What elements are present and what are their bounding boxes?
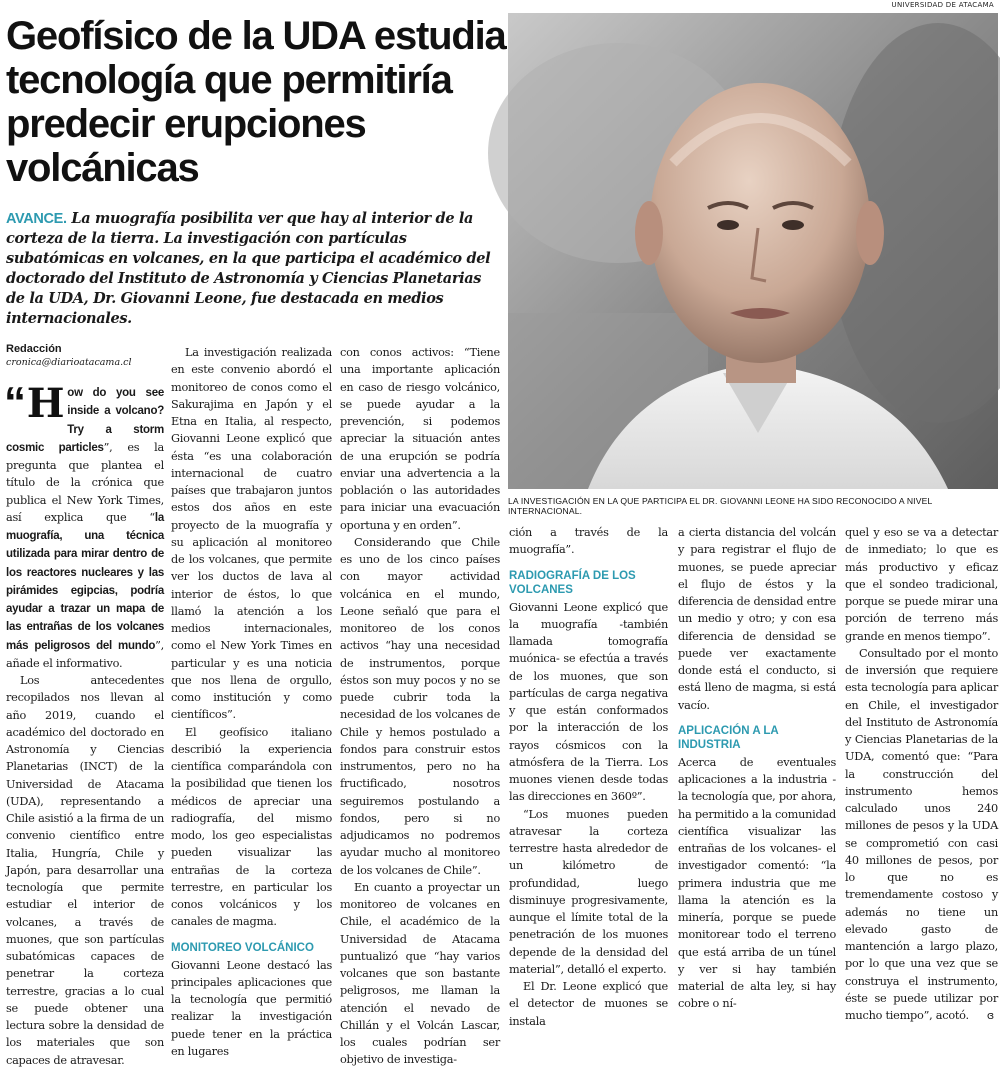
article-text: ”, es la pregunta que plantea el título de la crónica que publica el New York Times, así explica que “ (6, 440, 164, 524)
lead-kicker: AVANCE. (6, 211, 67, 227)
article-paragraph: ción a través de la muografía”. (509, 526, 668, 557)
opening-quote-mark: “ (4, 378, 26, 427)
lead-text: La muografía posibilita ver que hay al interior de la corteza de la tierra. La investigación con partículas subatómicas en volcanes, en la que participa el académico del doctorado del Instituto de Astronomía y Ciencias Planetarias de la UDA, Dr. Giovanni Leone, fue destacada en medios internacionales. (6, 210, 491, 327)
portrait-photo (508, 13, 998, 489)
article-paragraph: “Los muones pueden atravesar la corteza terrestre hasta alrededor de un kilómetro de profundidad, luego disminuye progresivamente, aunque el límite total de la penetración de los muones depende de la densidad del material”, detalló el experto. (509, 807, 668, 976)
article-paragraph: Giovanni Leone explicó que la muografía -también llamada tomografía muónica- se efectúa a través de los muones, que son partículas de carga negativa y que están conformados por la interacción de los rayos cósmicos con la atmósfera de la Tierra. Los muones vienen desde todas las direcciones en 360º”. (509, 600, 668, 804)
article-paragraph: con conos activos: “Tiene una importante aplicación en caso de riesgo volcánico, se puede ayudar a la prevención, si podemos apreciar la situación antes de una erupción se podría enviar una advertencia a la población o las autoridades para iniciar una evacuación oportuna y en orden”. (340, 346, 500, 532)
article-paragraph: Considerando que Chile es uno de los cinco países con mayor actividad volcánica en el mundo, Leone señaló que para el monitoreo de los conos activos “hay una necesidad de instrumentos, porque éstos son muy pocos y no se puede cubrir toda la necesidad de los volcanes de Chile y hemos postulado a fondos para construir estos instrumentos, pero no ha fructificado, nosotros seguiremos postulando a fondos, pero si no adjudicamos no podremos ayudar mucho al monitoreo de los volcanes de Chile”. (340, 535, 500, 877)
lead-paragraph (6, 209, 499, 329)
byline-name: Redacción (6, 343, 62, 355)
photo-icon (508, 13, 998, 489)
byline-email: cronica@diarioatacama.cl (6, 357, 132, 368)
article-text-bold: la muografía, una técnica utilizada para mirar dentro de los reactores nucleares y las pirámides egipcias, podría ayudar a trazar un mapa de las entrañas de los volcanes más peligrosos del mundo (6, 511, 164, 652)
article-column-3 (340, 344, 500, 1067)
article-text: Consultado por el monto de inversión que requiere esta tecnología para aplicar en Chile, el investigador del Instituto de Astronomía y Ciencias Planetarias de la UDA, comentó que: “Para la construcción del instrumento hemos calculado unos 240 millones de pesos y la UDA se comprometió con casi 40 millones de pesos, por lo que no es tremendamente costoso y además no tiene un elevado gasto de mantención a largo plazo, por lo que una vez que se construya el instrumento, éste se puede utilizar por mucho tiempo”, acotó. (845, 646, 998, 1022)
section-heading: RADIOGRAFÍA DE LOS VOLCANES (509, 569, 636, 596)
article-paragraph: En cuanto a proyectar un monitoreo de volcanes en Chile, el académico de la Universidad de Atacama puntualizó que “hay varios volcanes que son bastante peligrosos, me llaman la atención el nevado de Chillán y el Volcán Lascar, los cuales podrían ser objetivo de investiga- (340, 880, 500, 1067)
headline: Geofísico de la UDA estudia tecnología que permitiría predecir erupciones volcánicas (6, 14, 506, 190)
end-of-article-icon: ɞ (986, 1009, 994, 1022)
byline (6, 342, 166, 369)
article-paragraph: Los antecedentes recopilados nos llevan al año 2019, cuando el académico del doctorado en Astronomía y Ciencias Planetarias (INCT) de la Universidad de Atacama (UDA), representando a Chile asistió a la firma de un convenio científico entre Italia, Hungría, Chile y Japón, para desarrollar una tecnología que permite estudiar el interior de volcanes, a través de muones, que son partículas subatómicas capaces de penetrar la corteza terrestre, gracias a lo cual se puede obtener una lectura sobre la densidad de los materiales que son capaces de atravesar. (6, 674, 164, 1067)
photo-caption: LA INVESTIGACIÓN EN LA QUE PARTICIPA EL DR. GIOVANNI LEONE HA SIDO RECONOCIDO A NIVEL INTERNACIONAL. (508, 496, 933, 516)
article-text: ”, añade el informativo. (6, 638, 164, 670)
article-paragraph: El geofísico italiano describió la experiencia científica comparándola con la posibilidad que tienen los médicos de apreciar una radiografía, del mismo modo, los geo especialistas pueden visualizar las entrañas de la corteza terrestre, en particular los conos volcánicos y los canales de magma. (171, 725, 332, 929)
photo-credit: UNIVERSIDAD DE ATACAMA (891, 1, 994, 9)
article-paragraph (4, 378, 164, 672)
article-paragraph: El Dr. Leone explicó que el detector de muones se instala (509, 980, 668, 1028)
article-column-4 (509, 524, 668, 1028)
article-paragraph: Giovanni Leone destacó las principales aplicaciones que la tecnología que permitió realizar la investigación puede tener en la práctica en lugares (171, 958, 332, 1058)
article-paragraph: La investigación realizada en este convenio abordó el monitoreo de conos como el Sakurajima en Japón y el Etna en Italia, al respecto, Giovanni Leone explicó que ésta “es una colaboración internacional de cuatro países que trabajaron juntos estos dos años en este proyecto de la muografía y su aplicación al monitoreo de los volcanes, que permite ver los ductos de lava al interior de éstos, lo que llamó la atención a los medios internacionales, como el New York Times en particular y es una noticia que nos llena de orgullo, como institución y como científicos”. (171, 346, 332, 722)
article-paragraph: quel y eso se va a detectar de inmediato; lo que es más productivo y eficaz que el sondeo tradicional, porque se puede mirar una porción de terreno más grande en menos tiempo”. (845, 526, 998, 643)
article-column-5 (678, 524, 836, 1011)
article-text-bold: ow do you see inside a volcano? Try a storm cosmic particles (6, 387, 164, 454)
article-column-2 (171, 344, 332, 1058)
article-paragraph (845, 645, 998, 1025)
article-paragraph: Acerca de eventuales aplicaciones a la industria -la tecnología que, por ahora, ha permitido a la comunidad científica visualizar las entrañas de los volcanes- el investigador comentó: “la primera industria que me llama la atención es la minería, porque se puede monitorear todo el terreno que está arriba de un túnel y ver si hay también material de alta ley, si hay cobre o ní- (678, 755, 836, 1011)
drop-cap: H (26, 380, 65, 427)
article-column-1 (4, 378, 164, 1067)
article-column-6 (845, 524, 998, 1022)
article-paragraph: a cierta distancia del volcán y para registrar el flujo de muones, se puede apreciar el flujo de éstos y la diferencia de densidad entre un medio y otro; y con esa diferencia de densidad se puede ver exactamente donde está el conducto, si está lleno de magma, si está vacío. (678, 526, 836, 712)
section-heading: APLICACIÓN A LA INDUSTRIA (678, 724, 779, 751)
section-heading: MONITOREO VOLCÁNICO (171, 941, 314, 954)
